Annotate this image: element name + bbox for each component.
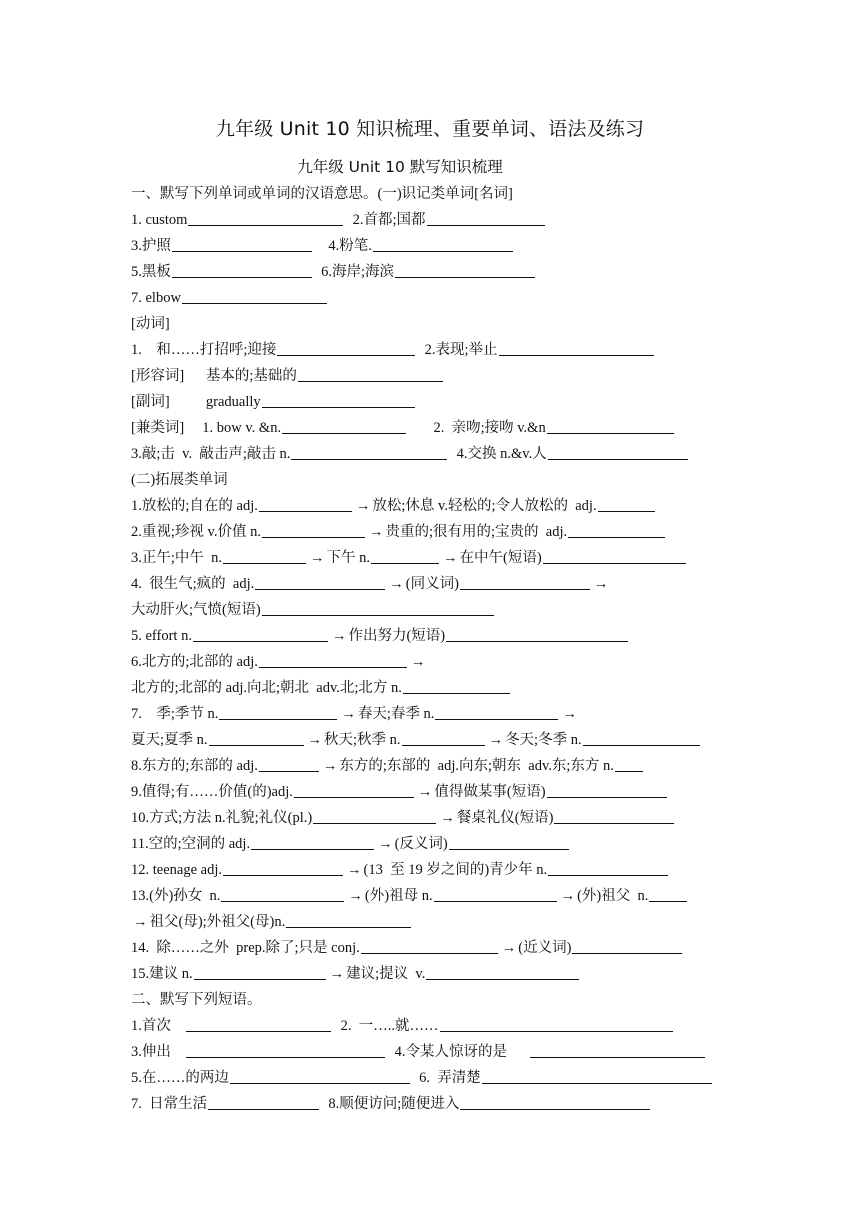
line-text: 7. 季;季节 n. bbox=[131, 706, 219, 722]
line-text: (外)祖母 n. bbox=[364, 888, 433, 904]
exercise-line bbox=[131, 779, 731, 805]
answer-blank[interactable] bbox=[251, 834, 374, 850]
exercise-line bbox=[131, 857, 731, 883]
answer-blank[interactable] bbox=[395, 262, 535, 278]
answer-blank[interactable] bbox=[259, 652, 407, 668]
arrow-icon: → bbox=[378, 836, 393, 852]
line-text: 冬天;冬季 n. bbox=[505, 732, 582, 748]
answer-blank[interactable] bbox=[208, 1094, 319, 1110]
answer-blank[interactable] bbox=[547, 418, 674, 434]
answer-blank[interactable] bbox=[572, 938, 682, 954]
answer-blank[interactable] bbox=[543, 548, 686, 564]
line-text: 2. 亲吻;接吻 v.&n bbox=[408, 420, 546, 436]
answer-blank[interactable] bbox=[182, 288, 327, 304]
answer-blank[interactable] bbox=[172, 236, 312, 252]
exercise-line bbox=[131, 207, 731, 233]
arrow-icon: → bbox=[562, 706, 577, 722]
line-text: 一、默写下列单词或单词的汉语意思。(一)识记类单词[名词] bbox=[131, 186, 513, 202]
answer-blank[interactable] bbox=[446, 626, 628, 642]
answer-blank[interactable] bbox=[277, 340, 415, 356]
answer-blank[interactable] bbox=[221, 886, 344, 902]
exercise-line bbox=[131, 1091, 731, 1117]
answer-blank[interactable] bbox=[568, 522, 665, 538]
line-text: 2.表现;举止 bbox=[417, 342, 498, 358]
line-text: 13.(外)孙女 n. bbox=[131, 888, 221, 904]
answer-blank[interactable] bbox=[434, 886, 557, 902]
arrow-icon: → bbox=[440, 810, 455, 826]
exercise-line bbox=[131, 441, 731, 467]
line-text: 10.方式;方法 n.礼貌;礼仪(pl.) bbox=[131, 810, 313, 826]
exercise-line bbox=[131, 805, 731, 831]
line-text: 4.交换 n.&v.人 bbox=[449, 446, 547, 462]
arrow-icon: → bbox=[347, 862, 362, 878]
line-text: 春天;春季 n. bbox=[357, 706, 435, 722]
exercise-line bbox=[131, 467, 731, 493]
answer-blank[interactable] bbox=[427, 210, 545, 226]
line-text: 1. 和……打招呼;迎接 bbox=[131, 342, 277, 358]
answer-blank[interactable] bbox=[649, 886, 687, 902]
line-text: 作出努力(短语) bbox=[348, 628, 446, 644]
exercise-line bbox=[131, 597, 731, 623]
line-text: 11.空的;空洞的 adj. bbox=[131, 836, 251, 852]
line-text: 北方的;北部的 adj.向北;朝北 adv.北;北方 n. bbox=[131, 680, 402, 696]
line-text: 6.北方的;北部的 adj. bbox=[131, 654, 258, 670]
arrow-icon: → bbox=[307, 732, 323, 748]
arrow-icon: → bbox=[331, 628, 347, 644]
arrow-icon: → bbox=[329, 966, 345, 982]
answer-blank[interactable] bbox=[262, 600, 494, 616]
exercise-line bbox=[131, 181, 731, 207]
line-text: 6.海岸;海滨 bbox=[313, 264, 395, 280]
answer-blank[interactable] bbox=[186, 1042, 385, 1058]
arrow-icon: → bbox=[355, 498, 371, 514]
arrow-icon: → bbox=[417, 784, 433, 800]
line-text: [形容词] 基本的;基础的 bbox=[131, 368, 297, 384]
exercise-line bbox=[131, 337, 731, 363]
answer-blank[interactable] bbox=[615, 756, 643, 772]
line-text: (二)拓展类单词 bbox=[131, 472, 228, 488]
line-text: [副词] gradually bbox=[131, 394, 261, 410]
arrow-icon: → bbox=[310, 550, 325, 566]
line-text: 14. 除……之外 prep.除了;只是 conj. bbox=[131, 940, 360, 956]
answer-blank[interactable] bbox=[223, 860, 343, 876]
arrow-icon: → bbox=[348, 888, 363, 904]
answer-blank[interactable] bbox=[262, 392, 415, 408]
arrow-icon: → bbox=[133, 914, 148, 930]
answer-blank[interactable] bbox=[403, 678, 510, 694]
line-text: (反义词) bbox=[394, 836, 448, 852]
line-text: 夏天;夏季 n. bbox=[131, 732, 208, 748]
arrow-icon: → bbox=[488, 732, 504, 748]
exercise-lines bbox=[131, 181, 731, 1117]
answer-blank[interactable] bbox=[426, 964, 579, 980]
arrow-icon: → bbox=[410, 654, 426, 670]
exercise-line bbox=[131, 363, 731, 389]
line-text: 8.东方的;东部的 adj. bbox=[131, 758, 258, 774]
line-text: (外)祖父 n. bbox=[577, 888, 649, 904]
line-text: 大动肝火;气愤(短语) bbox=[131, 602, 261, 618]
exercise-line bbox=[131, 883, 731, 909]
answer-blank[interactable] bbox=[460, 1094, 650, 1110]
answer-blank[interactable] bbox=[373, 236, 513, 252]
line-text: 东方的;东部的 adj.向东;朝东 adv.东;东方 n. bbox=[339, 758, 614, 774]
line-text: 放松;休息 v.轻松的;令人放松的 adj. bbox=[372, 498, 597, 514]
answer-blank[interactable] bbox=[172, 262, 312, 278]
answer-blank[interactable] bbox=[313, 808, 436, 824]
line-text: 餐桌礼仪(短语) bbox=[456, 810, 554, 826]
line-text: 7. 日常生活 bbox=[131, 1096, 208, 1112]
line-text: 9.值得;有……价值(的)adj. bbox=[131, 784, 293, 800]
line-text: 5.黑板 bbox=[131, 264, 171, 280]
exercise-line bbox=[131, 649, 731, 675]
line-text: [动词] bbox=[131, 316, 170, 332]
arrow-icon: → bbox=[341, 706, 356, 722]
exercise-line bbox=[131, 727, 731, 753]
line-text: 3.敲;击 v. 敲击声;敲击 n. bbox=[131, 446, 291, 462]
answer-blank[interactable] bbox=[255, 574, 385, 590]
answer-blank[interactable] bbox=[291, 444, 447, 460]
arrow-icon: → bbox=[501, 940, 517, 956]
answer-blank[interactable] bbox=[435, 704, 558, 720]
answer-blank[interactable] bbox=[259, 496, 352, 512]
exercise-line bbox=[131, 545, 731, 571]
exercise-line bbox=[131, 259, 731, 285]
exercise-line bbox=[131, 311, 731, 337]
answer-blank[interactable] bbox=[223, 548, 306, 564]
exercise-line bbox=[131, 935, 731, 961]
answer-blank[interactable] bbox=[282, 418, 406, 434]
exercise-line bbox=[131, 571, 731, 597]
answer-blank[interactable] bbox=[230, 1068, 410, 1084]
exercise-line bbox=[131, 285, 731, 311]
answer-blank[interactable] bbox=[193, 626, 328, 642]
line-text: 3.护照 bbox=[131, 238, 171, 254]
line-text: (13 至 19 岁之间的)青少年 n. bbox=[363, 862, 548, 878]
exercise-line bbox=[131, 415, 731, 441]
line-text: (近义词) bbox=[518, 940, 572, 956]
answer-blank[interactable] bbox=[188, 210, 343, 226]
arrow-icon: → bbox=[322, 758, 338, 774]
exercise-line bbox=[131, 909, 731, 935]
line-text: 1.首次 bbox=[131, 1018, 186, 1034]
exercise-line bbox=[131, 519, 731, 545]
line-text: 2. 一…..就…… bbox=[333, 1018, 439, 1034]
arrow-icon: → bbox=[389, 576, 404, 592]
line-text: 祖父(母);外祖父(母)n. bbox=[149, 914, 286, 930]
exercise-line bbox=[131, 623, 731, 649]
answer-blank[interactable] bbox=[548, 860, 668, 876]
answer-blank[interactable] bbox=[547, 782, 667, 798]
exercise-line bbox=[131, 1039, 731, 1065]
line-text: 二、默写下列短语。 bbox=[131, 992, 262, 1008]
line-text: 3.正午;中午 n. bbox=[131, 550, 223, 566]
answer-blank[interactable] bbox=[298, 366, 443, 382]
answer-blank[interactable] bbox=[194, 964, 326, 980]
line-text: 建议;提议 v. bbox=[346, 966, 426, 982]
answer-blank[interactable] bbox=[294, 782, 414, 798]
answer-blank[interactable] bbox=[259, 756, 319, 772]
exercise-line bbox=[131, 831, 731, 857]
exercise-line bbox=[131, 961, 731, 987]
line-text: 2.首都;国都 bbox=[345, 212, 426, 228]
line-text: 秋天;秋季 n. bbox=[324, 732, 401, 748]
exercise-line bbox=[131, 701, 731, 727]
answer-blank[interactable] bbox=[598, 496, 655, 512]
line-text: 3.伸出 bbox=[131, 1044, 186, 1060]
line-text: 8.顺便访问;随便进入 bbox=[321, 1096, 460, 1112]
exercise-line bbox=[131, 389, 731, 415]
answer-blank[interactable] bbox=[402, 730, 485, 746]
line-text: 4. 很生气;疯的 adj. bbox=[131, 576, 255, 592]
line-text: 12. teenage adj. bbox=[131, 862, 222, 878]
answer-blank[interactable] bbox=[460, 574, 590, 590]
answer-blank[interactable] bbox=[530, 1042, 705, 1058]
answer-blank[interactable] bbox=[449, 834, 569, 850]
exercise-line bbox=[131, 493, 731, 519]
line-text: 贵重的;很有用的;宝贵的 adj. bbox=[385, 524, 568, 540]
answer-blank[interactable] bbox=[548, 444, 688, 460]
answer-blank[interactable] bbox=[209, 730, 304, 746]
arrow-icon: → bbox=[443, 550, 458, 566]
line-text: 4.令某人惊讶的是 bbox=[387, 1044, 529, 1060]
answer-blank[interactable] bbox=[186, 1016, 331, 1032]
answer-blank[interactable] bbox=[554, 808, 674, 824]
exercise-line bbox=[131, 1013, 731, 1039]
line-text: 4.粉笔. bbox=[313, 238, 372, 254]
line-text: 值得做某事(短语) bbox=[434, 784, 546, 800]
answer-blank[interactable] bbox=[219, 704, 337, 720]
line-text: 5.在……的两边 bbox=[131, 1070, 229, 1086]
exercise-line bbox=[131, 233, 731, 259]
document-title: 九年级 Unit 10 知识梳理、重要单词、语法及练习 bbox=[215, 118, 645, 140]
line-text: [兼类词] 1. bow v. &n. bbox=[131, 420, 282, 436]
document-subtitle: 九年级 Unit 10 默写知识梳理 bbox=[297, 158, 503, 176]
line-text: 1. custom bbox=[131, 212, 188, 228]
line-text: 7. elbow bbox=[131, 290, 181, 306]
line-text: 下午 n. bbox=[326, 550, 371, 566]
line-text: 6. 弄清楚 bbox=[411, 1070, 481, 1086]
answer-blank[interactable] bbox=[583, 730, 700, 746]
arrow-icon: → bbox=[593, 576, 609, 592]
line-text: 2.重视;珍视 v.价值 n. bbox=[131, 524, 261, 540]
arrow-icon: → bbox=[368, 524, 384, 540]
answer-blank[interactable] bbox=[361, 938, 498, 954]
exercise-line bbox=[131, 987, 731, 1013]
answer-blank[interactable] bbox=[440, 1016, 673, 1032]
exercise-line bbox=[131, 753, 731, 779]
exercise-line bbox=[131, 675, 731, 701]
line-text: 1.放松的;自在的 adj. bbox=[131, 498, 258, 514]
line-text: (同义词) bbox=[405, 576, 459, 592]
answer-blank[interactable] bbox=[371, 548, 439, 564]
line-text: 15.建议 n. bbox=[131, 966, 193, 982]
arrow-icon: → bbox=[560, 888, 576, 904]
line-text: 在中午(短语) bbox=[459, 550, 542, 566]
answer-blank[interactable] bbox=[286, 912, 411, 928]
answer-blank[interactable] bbox=[262, 522, 365, 538]
exercise-line bbox=[131, 1065, 731, 1091]
answer-blank[interactable] bbox=[499, 340, 654, 356]
answer-blank[interactable] bbox=[482, 1068, 712, 1084]
line-text: 5. effort n. bbox=[131, 628, 192, 644]
